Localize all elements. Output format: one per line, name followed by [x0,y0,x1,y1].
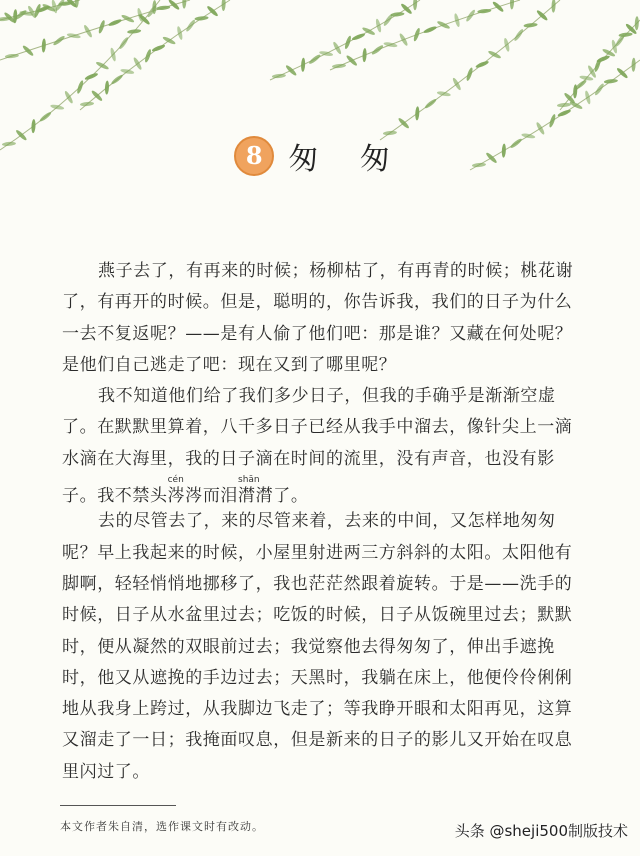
willow-leaf [22,44,35,57]
willow-leaf [285,64,298,77]
text-line: 去的尽管去了，来的尽管来着，去来的中间，又怎样地匆匆 [98,511,556,532]
willow-leaf [151,44,165,53]
willow-leaf [436,20,450,30]
willow-leaf [616,67,629,79]
text-line: 水滴在大海里，我的日子滴在时间的流里，没有声音，也没有影 [62,448,555,469]
text-line: 时，他又从遮挽的手边过去；天黑时，我躺在床上，他便伶伶俐俐 [62,667,573,688]
article-body [62,256,582,788]
text-line: 时，便从凝然的双眼前过去；我觉察他去得匆匆了，伸出手遮挽 [62,636,555,657]
willow-leaf [118,36,129,50]
text-line-with-pinyin [62,475,582,506]
text-segment: 而泪 [202,486,239,507]
willow-leaf [64,90,74,104]
willow-leaf [557,102,571,107]
willow-leaf [67,32,82,39]
willow-leaf [390,12,404,17]
willow-leaf [475,60,489,69]
willow-leaf [185,19,196,33]
willow-leaf [635,16,639,30]
willow-leaf [465,67,473,82]
pinyin: cén [167,475,184,486]
willow-leaf [437,91,452,98]
willow-leaf [144,49,152,64]
willow-leaf [84,72,98,81]
willow-leaf [83,24,93,38]
willow-leaf [132,57,142,71]
willow-leaf [41,38,46,52]
willow-leaf [453,13,460,28]
lesson-title-text: 匆 匆 [288,142,406,177]
willow-leaf [513,28,524,42]
willow-leaf [80,101,94,106]
watermark: 头条 @sheji500制版技术 [454,822,628,840]
willow-leaf [108,18,122,27]
willow-leaf [127,29,141,34]
willow-leaf [152,0,156,14]
willow-leaf [345,54,358,67]
willow-leaf [110,74,123,86]
text-line: 里闪过了。 [62,761,150,782]
willow-leaf [105,80,110,94]
willow-leaf [95,61,109,71]
willow-leaf [611,39,618,54]
text-line: 呢？早上我起来的时候，小屋里射进两三方斜斜的太阳。太阳他有 [62,542,573,563]
willow-leaf [50,104,65,111]
willow-leaf [121,14,135,24]
willow-leaf [452,77,462,91]
text-line: 又溜走了一日；我掩面叹息，但是新来的日子的影儿又开始在叹息 [62,730,573,751]
willow-leaf [52,35,65,47]
willow-leaf [594,82,605,96]
willow-leaf [503,38,510,53]
text-line: 了。在默默里算着，八千多日子已经从我手中溜去，像针尖上一滴 [62,417,573,438]
willow-leaf [584,90,591,105]
willow-leaf [76,80,84,95]
pinyin-annotated-word [238,475,274,507]
willow-leaf [371,44,384,56]
willow-leaf [579,75,594,82]
willow-leaf [423,25,437,34]
willow-leaf [206,5,219,17]
willow-leaf [415,106,420,120]
text-line: 是他们自己逃走了吧：现在又到了哪里呢？ [62,354,397,375]
willow-leaf [168,0,181,11]
text-line: 我不知道他们给了我们多少日子，但我的手确乎是渐渐空虚 [98,386,556,407]
willow-leaf [510,0,514,9]
willow-leaf [110,47,117,62]
willow-leaf [194,16,208,21]
willow-leaf [413,0,417,10]
willow-leaf [120,68,135,75]
willow-leaf [351,32,365,41]
annotated-chars: 涔涔 [167,486,203,507]
willow-leaf [39,111,52,123]
willow-branch [0,0,160,150]
willow-leaf [596,54,610,63]
lesson-title [0,134,640,178]
willow-leaf [332,41,342,55]
willow-leaf [398,33,408,47]
footnote: 本文作者朱自清，选作课文时有改动。 [60,820,264,833]
text-line: 时候，日子从水盆里过去；吃饭的时候，日子从饭碗里过去；默默 [62,605,573,626]
willow-leaf [523,22,537,27]
willow-leaf [465,9,476,23]
willow-leaf [98,20,106,35]
text-line: 脚啊，轻轻悄悄地挪移了，我也茫茫然跟着旋转。于是——洗手的 [62,573,573,594]
pinyin-annotated-word [167,475,203,507]
willow-leaf [413,27,421,42]
text-line: 了，有再开的时候。但是，聪明的，你告诉我，我们的日子为什么 [62,292,573,313]
willow-leaf [362,48,367,62]
willow-leaf [31,119,36,133]
willow-leaf [308,53,321,65]
willow-leaf [631,58,635,72]
text-line: 地从我身上跨过，从我脚边飞走了；等我睁开眼和太阳再见，这算 [62,699,573,720]
text-segment: 子。我不禁头 [62,486,168,507]
willow-leaf [397,117,410,130]
willow-leaf [492,0,505,12]
willow-leaf [176,26,183,41]
willow-leaf [182,0,186,9]
willow-leaf [618,32,632,37]
pinyin: shān [238,475,260,486]
footnote-divider [60,805,176,806]
willow-leaf [375,18,382,33]
willow-leaf [221,0,225,11]
willow-leaf [551,0,555,13]
text-line: 燕子去了，有再来的时候；杨柳枯了，有再青的时候；桃花谢 [98,261,574,281]
willow-leaf [424,98,437,110]
text-segment: 了。 [273,486,309,507]
willow-leaf [344,35,352,50]
willow-branch [270,0,420,80]
text-line: 一去不复返呢？——是有人偷了他们吧：那是谁？又藏在何处呢？ [62,323,573,344]
willow-leaf [301,58,306,72]
willow-leaf [91,89,104,102]
willow-branch [80,0,230,110]
willow-leaf [548,114,556,129]
lesson-number-badge: 8 [234,136,274,176]
willow-leaf [604,79,618,84]
willow-leaf [557,109,571,118]
annotated-chars: 潸潸 [238,486,274,507]
